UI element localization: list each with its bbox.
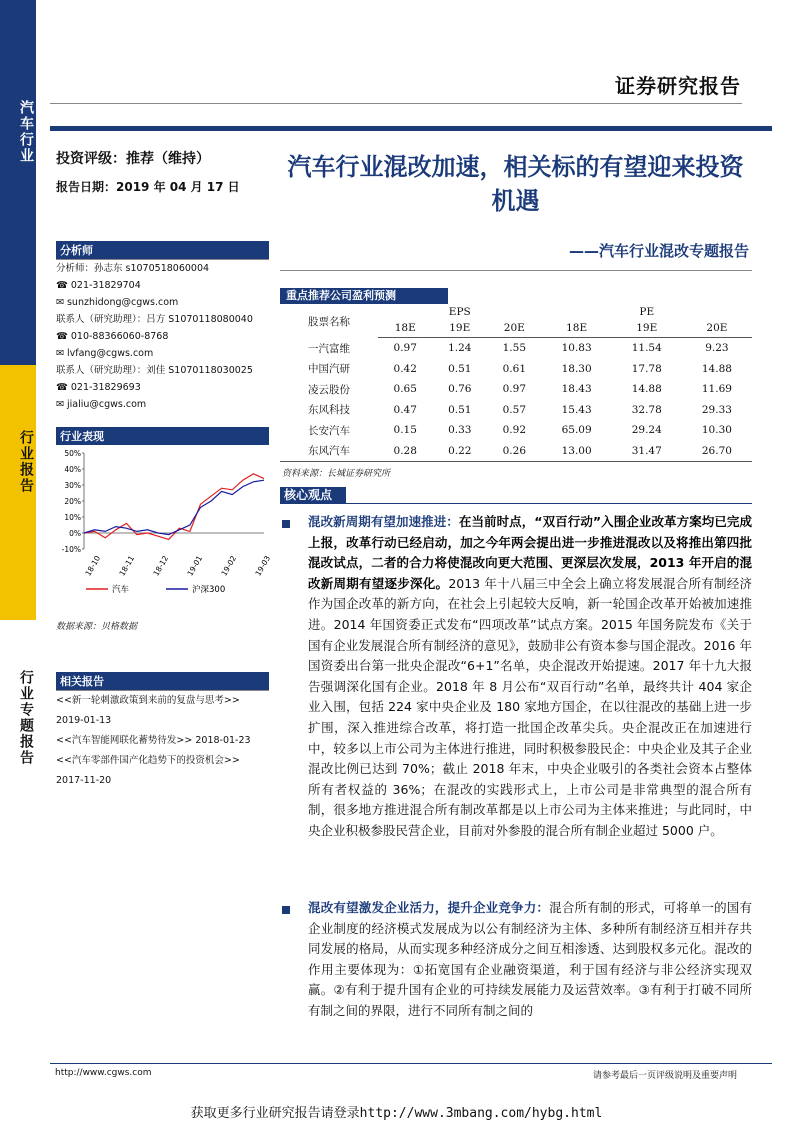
table-header-year: 18E (378, 319, 433, 338)
sidebar-top-label: 汽车行业 (18, 100, 34, 164)
related-report-line: <<汽车零部件国产化趋势下的投资机会>> (56, 755, 240, 766)
value-cell: 0.47 (393, 403, 417, 416)
table-row (280, 359, 752, 380)
value-cell: 0.33 (448, 424, 472, 437)
report-title: 汽车行业混改加速，相关标的有望迎来投资机遇 (287, 153, 744, 215)
x-tick-label: 18-10 (83, 554, 103, 578)
core-section-header: 核心观点 (280, 487, 346, 503)
value-cell: 0.51 (448, 403, 472, 416)
value-cell: 0.92 (502, 424, 527, 437)
stock-name-cell: 中国汽研 (307, 363, 350, 376)
table-source: 资料来源：长城证券研究所 (282, 469, 391, 479)
bullet-icon (282, 906, 290, 914)
table-header-pe: PE (639, 306, 655, 318)
legend-label: 汽车 (112, 585, 130, 595)
y-tick-label: 20% (64, 497, 81, 506)
stock-name-cell: 东风科技 (307, 404, 350, 417)
value-cell: 18.30 (561, 362, 592, 375)
value-cell: 11.54 (631, 342, 662, 355)
industry-performance-chart (56, 445, 273, 613)
value-cell: 18.43 (561, 383, 592, 396)
related-reports-list (56, 690, 269, 791)
value-cell: 17.78 (631, 362, 662, 375)
value-cell: 31.47 (612, 441, 682, 462)
para1-bold: 在当前时点，“双百行动”入围企业改革方案均已完成上报，改革行动已经启动，加之今年两会提出进一步推进混改以及将推出第四批混改试点，二者的合力将使混改向更大范围、更深层次发展，2013 年开启的混改新周期有望逐步深化。 (308, 514, 752, 591)
y-tick-label: -10% (61, 545, 81, 554)
value-cell: 65.09 (561, 424, 592, 437)
x-tick-label: 19-03 (253, 554, 273, 578)
value-cell: 11.69 (701, 383, 732, 396)
analyst-line: 分析师：孙志东 s1070518060004 (56, 263, 210, 274)
table-header-year: 19E (433, 319, 488, 338)
bullet-icon (282, 520, 290, 528)
table-row (280, 441, 752, 462)
para1-body: 2013 年十八届三中全会上确立将发展混合所有制经济作为国企改革的新方向，在社会上引起较大反响，新一轮国企改革开始被加速推进。2014 年国资委正式发布“四项改革”试点方案。2015 年国务院发布《关于国有企业发展混合所有制经济的意见》，鼓励非公有资本参与国企混改。2016 年国资委出台第一批央企混改“6+1”名单，央企混改开始提速。2017 年十九大报告强调深化国有企业。2018 年 8 月公布“双百行动”名单，最终共计 404 家企业入围，包括 224 家中央企业及 180 家地方国企，在以往混改的基础上进一步扩围，深入推进综合改革，将打造一批国企改革尖兵。央企混改正在加速进行中，较多以上市公司为主体进行推进，同时积极参股民企：中央企业及其子企业混改比例已达到 70%；截止 2018 年末，中央企业吸引的各类社会资本占整体所有者权益的 36%；在混改的实践形式上，上市公司是非常典型的混合所有制，很多地方推进混合所有制改革都是以上市公司为主体来推进；与此同时，中央企业积极参股民营企业，目前对外参股的混合所有制企业超过 5000 户。 (308, 575, 752, 838)
core-paragraph-2 (308, 898, 752, 1022)
value-cell: 0.61 (502, 362, 527, 375)
sidebar-bottom (0, 620, 36, 1020)
analyst-line: ✉ lvfang@cgws.com (56, 348, 154, 359)
value-cell: 0.26 (487, 441, 542, 462)
report-subtitle: ——汽车行业混改专题报告 (568, 242, 749, 260)
left-column (56, 148, 273, 791)
y-tick-label: 30% (64, 481, 81, 490)
chart-source: 数据来源：贝格数据 (56, 622, 138, 632)
related-report-line[interactable]: 2017-11-20 (56, 775, 112, 786)
table-header-year: 18E (542, 319, 612, 338)
core-divider (280, 503, 752, 504)
table-row (280, 400, 752, 421)
series-line-hs300 (84, 480, 264, 534)
sidebar-top (0, 0, 36, 365)
header-title: 证券研究报告 (615, 74, 741, 98)
table-header-year: 20E (487, 319, 542, 338)
value-cell: 9.23 (705, 342, 729, 355)
header-band (50, 126, 772, 131)
value-cell: 10.30 (701, 424, 732, 437)
value-cell: 13.00 (542, 441, 612, 462)
investment-rating: 投资评级：推荐（维持） (56, 151, 210, 167)
x-tick-label: 19-02 (219, 554, 239, 578)
y-tick-label: 50% (64, 449, 81, 458)
value-cell: 0.97 (502, 383, 527, 396)
value-cell: 0.28 (378, 441, 433, 462)
stock-name-cell: 东风汽车 (280, 441, 378, 462)
value-cell: 29.24 (631, 424, 662, 437)
para2-heading: 混改有望激发企业活力，提升企业竞争力： (308, 900, 550, 915)
analyst-line: ☎ 010-88366060-8768 (56, 331, 169, 342)
para1-heading: 混改新周期有望加速推进： (308, 514, 459, 529)
sidebar-bottom-label: 行业专题报告 (18, 670, 34, 766)
forecast-table-caption: 重点推荐公司盈利预测 (280, 288, 448, 304)
core-paragraph-1 (308, 512, 752, 842)
table-header-name: 股票名称 (307, 315, 350, 328)
value-cell: 10.83 (561, 342, 592, 355)
table-row (280, 379, 752, 400)
value-cell: 14.88 (701, 362, 732, 375)
related-report-line[interactable]: <<汽车智能网联化蓄势待发>> 2018-01-23 (56, 735, 251, 746)
analyst-line: ☎ 021-31829693 (56, 382, 141, 393)
footer-divider (50, 1063, 772, 1064)
table-row (280, 420, 752, 441)
y-tick-label: 40% (64, 465, 81, 474)
value-cell: 0.22 (433, 441, 488, 462)
x-tick-label: 18-12 (151, 554, 171, 578)
value-cell: 0.57 (502, 403, 527, 416)
value-cell: 15.43 (561, 403, 592, 416)
analyst-line: ✉ sunzhidong@cgws.com (56, 297, 179, 308)
analyst-line: 联系人（研究助理）：刘佳 S1070118030025 (56, 365, 253, 376)
analyst-line: ☎ 021-31829704 (56, 280, 141, 291)
stock-name-cell: 一汽富维 (307, 342, 350, 355)
y-tick-label: 0% (69, 529, 81, 538)
value-cell: 0.97 (393, 342, 417, 355)
footer-url[interactable]: http://www.cgws.com (55, 1068, 152, 1078)
value-cell: 0.42 (393, 362, 417, 375)
legend-label: 沪深300 (192, 585, 226, 595)
header-divider (50, 103, 742, 104)
value-cell: 0.76 (448, 383, 472, 396)
value-cell: 29.33 (701, 403, 732, 416)
sidebar-mid (0, 365, 36, 620)
footer-note: 请参考最后一页评级说明及重要声明 (592, 1071, 737, 1081)
stock-name-cell: 长安汽车 (307, 424, 350, 437)
analyst-list (56, 259, 269, 413)
table-header-eps: EPS (448, 306, 471, 318)
y-tick-label: 10% (64, 513, 81, 522)
analyst-line: ✉ jialiu@cgws.com (56, 399, 147, 410)
series-line-auto (84, 474, 264, 540)
related-report-line: 2019-01-13 (56, 715, 112, 726)
analyst-section-header: 分析师 (56, 241, 269, 259)
analyst-line: 联系人（研究助理）：吕方 S1070118080040 (56, 314, 253, 325)
value-cell: 0.51 (448, 362, 472, 375)
download-notice[interactable]: 获取更多行业研究报告请登录http://www.3mbang.com/hybg.html (190, 1106, 603, 1121)
para2-body: 混合所有制的形式，可将单一的国有企业制度的经济模式发展成为以公有制经济为主体、多种所有制经济互相并存共同发展的格局，从而实现多种经济成分之间互相渗透、达到股权多元化。混改的作用主要体现为：①拓宽国有企业融资渠道，利于国有经济与非公经济实现双赢。②有利于提升国有企业的可持续发展能力及运营效率。③有利于打破不同所有制之间的界限，进行不同所有制之间的 (308, 900, 752, 1018)
value-cell: 1.55 (502, 342, 527, 355)
table-header-year: 19E (612, 319, 682, 338)
value-cell: 32.78 (631, 403, 662, 416)
value-cell: 26.70 (682, 441, 752, 462)
value-cell: 1.24 (448, 342, 472, 355)
x-tick-label: 19-01 (185, 554, 205, 578)
table-header-year: 20E (682, 319, 752, 338)
forecast-table (280, 305, 752, 462)
value-cell: 0.65 (393, 383, 417, 396)
table-row (280, 338, 752, 359)
report-date: 报告日期：2019 年 04 月 17 日 (56, 180, 240, 194)
value-cell: 0.15 (393, 424, 417, 437)
related-report-line[interactable]: <<新一轮刺激政策到来前的复盘与思考>> (56, 695, 240, 706)
value-cell: 14.88 (631, 383, 662, 396)
stock-name-cell: 凌云股份 (307, 383, 350, 396)
x-tick-label: 18-11 (117, 554, 137, 578)
performance-section-header: 行业表现 (56, 427, 269, 445)
related-section-header: 相关报告 (56, 672, 269, 690)
subtitle-divider (280, 270, 752, 271)
sidebar-mid-label: 行业报告 (18, 430, 34, 494)
